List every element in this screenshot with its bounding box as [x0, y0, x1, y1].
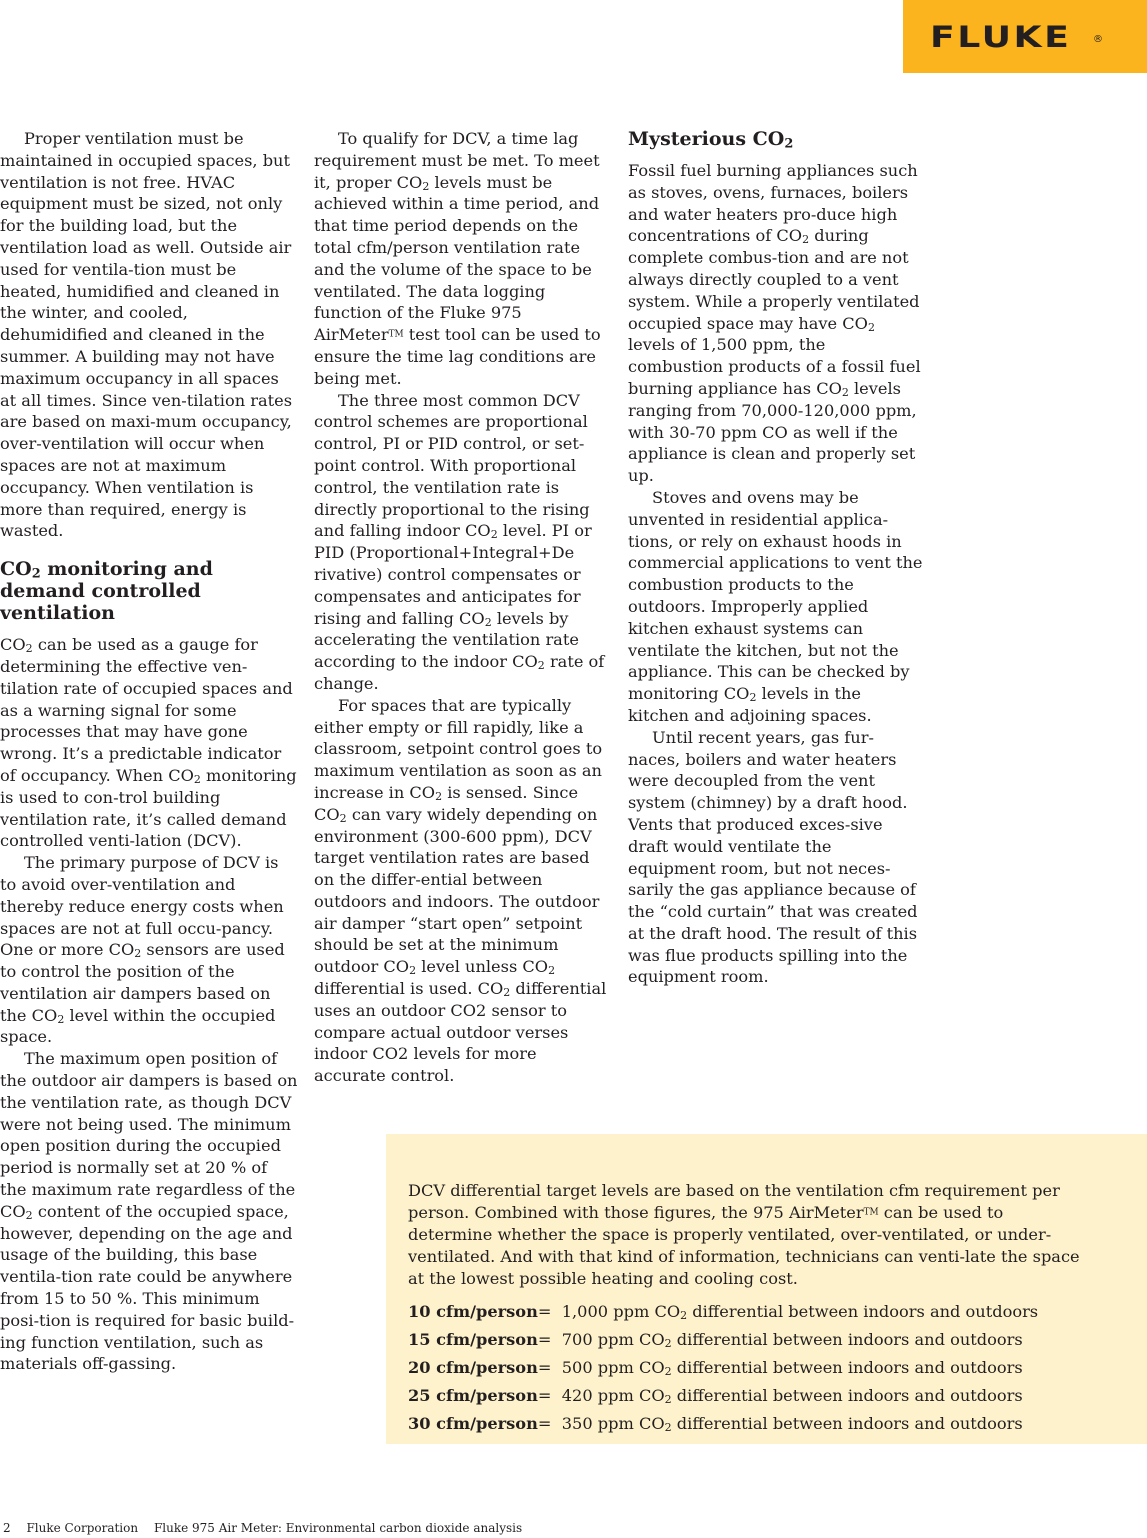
column-1 — [0, 128, 298, 1375]
column-3 — [628, 128, 924, 988]
rate-equals: = — [537, 1358, 552, 1377]
rate-equals: = — [537, 1414, 552, 1433]
ppm-value: 1,000 ppm CO — [561, 1302, 681, 1321]
paragraph: To qualify for DCV, a time lag requirement must be met. To meet it, proper CO2 levels must be achieved within a time period, and that time period depends on the total cfm/person ventilation rate and the volume of the space to be ventilated. The data logging function of the Fluke 975 AirMeter™ test tool can be used to ensure the time lag conditions are being met. — [314, 129, 601, 388]
subscript: 2 — [664, 1365, 672, 1379]
rate-equals: = — [537, 1330, 552, 1349]
rate-description: differential between indoors and outdoors — [671, 1330, 1023, 1349]
rate-description: differential between indoors and outdoors — [671, 1358, 1023, 1377]
rate-equals: = — [537, 1302, 552, 1321]
paragraph: Stoves and ovens may be unvented in residential applica-tions, or rely on exhaust hoods in commercial applications to vent the combustion products to the outdoors. Improperly applied kitchen exhaust systems can ventilate the kitchen, but not the appliance. This can be checked by monitoring CO2 levels in the kitchen and adjoining spaces. — [628, 487, 923, 725]
rate-row — [408, 1326, 1084, 1354]
ppm-value: 500 ppm CO — [561, 1358, 665, 1377]
paragraph: CO2 can be used as a gauge for determining the effective ven-tilation rate of occupied spaces and as a warning signal for some processes that may have gone wrong. It’s a predictable indicator of occupancy. When CO2 monitoring is used to con-trol building ventilation rate, it’s called demand controlled venti-lation (DCV). — [0, 635, 297, 851]
paragraph: Until recent years, gas fur-naces, boilers and water heaters were decoupled from the vent system (chimney) by a draft hood. Vents that produced exces-sive draft would ventilate the equipment room, but not neces-sarily the gas appliance because of the “cold curtain” that was created at the draft hood. The result of this was flue products spilling into the equipment room. — [628, 727, 918, 987]
footer-title: Fluke 975 Air Meter: Environmental carbon dioxide analysis — [153, 1521, 523, 1535]
paragraph: The primary purpose of DCV is to avoid over-ventilation and thereby reduce energy costs when spaces are not at full occu-pancy. One or more CO2 sensors are used to control the position of the ventilation air dampers based on the CO2 level within the occupied space. — [0, 853, 285, 1047]
rate-description: differential between indoors and outdoors — [671, 1386, 1023, 1405]
rate-row — [408, 1382, 1084, 1410]
ppm-value: 700 ppm CO — [561, 1330, 665, 1349]
subscript: 2 — [664, 1393, 672, 1407]
paragraph: For spaces that are typically either empty or fill rapidly, like a classroom, setpoint control goes to maximum ventilation as soon as an increase in CO2 is sensed. Since CO2 can vary widely depending on environment (300-600 ppm), DCV target ventilation rates are based on the differ-ential between outdoors and indoors. The outdoor air damper “start open” setpoint should be set at the minimum outdoor CO2 level unless CO2 differential is used. CO2 differential uses an outdoor CO2 sensor to compare actual outdoor verses indoor CO2 levels for more accurate control. — [314, 695, 607, 1086]
rate-value: 20 cfm/person — [408, 1358, 538, 1377]
rate-row — [408, 1298, 1084, 1326]
rate-value: 30 cfm/person — [408, 1414, 538, 1433]
rate-value: 25 cfm/person — [408, 1386, 538, 1405]
rate-row — [408, 1410, 1084, 1438]
callout-intro: DCV differential target levels are based on the ventilation cfm requirement per person. Combined with those figures, the 975 AirMeter™ can be used to determine whether the space is properly ventilated, over-ventilated, or under-ventilated. And with that kind of information, technicians can venti-late the space at the lowest possible heating and cooling cost. — [408, 1181, 1080, 1288]
rate-equals: = — [537, 1386, 552, 1405]
page-number: 2 — [3, 1521, 11, 1535]
column-2 — [314, 128, 610, 1087]
ppm-value: 350 ppm CO — [561, 1414, 665, 1433]
subscript: 2 — [664, 1337, 672, 1351]
rate-row — [408, 1354, 1084, 1382]
rate-value: 10 cfm/person — [408, 1302, 538, 1321]
paragraph: Fossil fuel burning appliances such as stoves, ovens, furnaces, boilers and water heaters pro-duce high concentrations of CO2 during complete combus-tion and are not always directly coupled to a vent system. While a properly ventilated occupied space may have CO2 levels of 1,500 ppm, the combustion products of a fossil fuel burning appliance has CO2 levels ranging from 70,000-120,000 ppm, with 30-70 ppm CO as well if the appliance is clean and properly set up. — [628, 161, 921, 486]
fluke-logo — [903, 0, 1147, 73]
paragraph: The three most common DCV control schemes are proportional control, PI or PID control, or set-point control. With proportional control, the ventilation rate is directly proportional to the rising and falling indoor CO2 level. PI or PID (Proportional+Integral+De rivative) control compensates or compensates and anticipates for rising and falling CO2 levels by accelerating the ventilation rate according to the indoor CO2 rate of change. — [314, 390, 605, 693]
paragraph: The maximum open position of the outdoor air dampers is based on the ventilation rate, as though DCV were not being used. The minimum open position during the occupied period is normally set at 20 % of the maximum rate regardless of the CO2 content of the occupied space, however, depending on the age and usage of the building, this base ventila-tion rate could be anywhere from 15 to 50 %. This minimum posi-tion is required for basic build-ing function ventilation, such as materials off-gassing. — [0, 1049, 298, 1374]
registered-mark: ® — [1093, 34, 1103, 45]
dcv-callout-box — [386, 1134, 1147, 1444]
rate-list — [408, 1298, 1084, 1438]
logo-wordmark: FLUKE — [930, 20, 1072, 54]
footer-company: Fluke Corporation — [26, 1521, 139, 1535]
paragraph: Proper ventilation must be maintained in occupied spaces, but ventilation is not free. HVAC equipment must be sized, not only for the building load, but the ventilation load as well. Outside air used for ventila-tion must be heated, humidified and cleaned in the winter, and cooled, dehumidified and cleaned in the summer. A building may not have maximum occupancy in all spaces at all times. Since ven-tilation rates are based on maxi-mum occupancy, over-ventilation will occur when spaces are not at maximum occupancy. When ventilation is more than required, energy is wasted. — [0, 129, 293, 541]
ppm-value: 420 ppm CO — [561, 1386, 665, 1405]
subscript: 2 — [664, 1421, 672, 1435]
rate-value: 15 cfm/person — [408, 1330, 538, 1349]
rate-description: differential between indoors and outdoors — [671, 1414, 1023, 1433]
section-heading-mysterious-co2: Mysterious $CO_2$ — [628, 128, 794, 152]
rate-description: differential between indoors and outdoors — [687, 1302, 1039, 1321]
page-footer — [3, 1521, 522, 1535]
subscript: 2 — [680, 1309, 688, 1323]
section-heading-co2-monitoring: $CO_2$ monitoring and demand controlled ventilation — [0, 558, 213, 625]
